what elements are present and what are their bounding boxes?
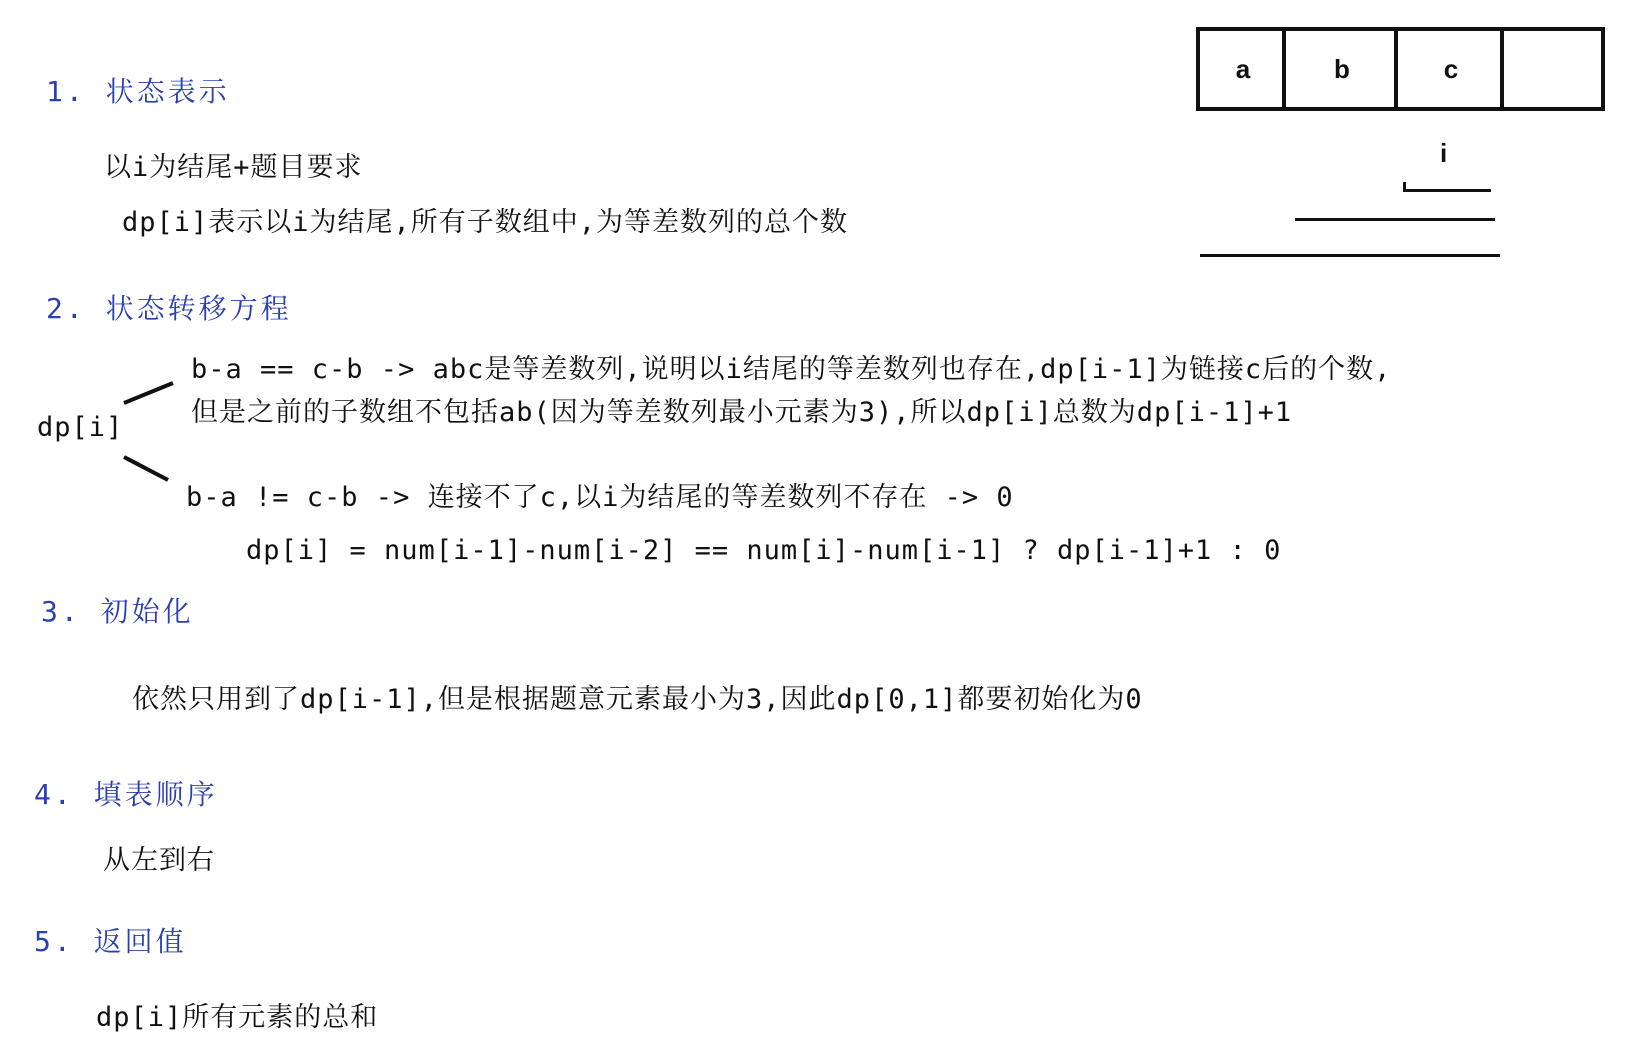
return-desc: dp[i]所有元素的总和: [96, 1002, 379, 1033]
section-title-transition: 2. 状态转移方程: [46, 292, 292, 325]
state-desc-line2: dp[i]表示以i为结尾,所有子数组中,为等差数列的总个数: [122, 207, 849, 238]
branch-line-upper: [124, 383, 173, 403]
array-cell-c: c: [1443, 53, 1459, 84]
fill-order-desc: 从左到右: [103, 845, 215, 876]
section-title-return: 5. 返回值: [34, 925, 187, 958]
case-equal-line1: b-a == c-b -> abc是等差数列,说明以i结尾的等差数列也存在,dp[i-1]为链接c后的个数,: [191, 354, 1392, 385]
array-diagram: [1196, 27, 1605, 111]
array-cell-a: a: [1235, 53, 1251, 84]
subarray-line-long: [1200, 254, 1500, 257]
array-cell-b: b: [1334, 53, 1350, 84]
section-title-fill-order: 4. 填表顺序: [34, 778, 218, 811]
branch-lines: [0, 0, 200, 500]
array-cell-empty: [1504, 31, 1601, 107]
case-equal-line2: 但是之前的子数组不包括ab(因为等差数列最小元素为3),所以dp[i]总数为dp[i-1]+1: [191, 397, 1293, 428]
case-not-equal: b-a != c-b -> 连接不了c,以i为结尾的等差数列不存在 -> 0: [186, 482, 1014, 513]
section-title-state: 1. 状态表示: [46, 75, 230, 108]
subarray-line-medium: [1295, 218, 1495, 221]
dp-label: dp[i]: [37, 412, 124, 443]
index-label: i: [1440, 138, 1448, 168]
subarray-line-tick: [1403, 182, 1406, 191]
section-title-init: 3. 初始化: [41, 595, 194, 628]
branch-line-lower: [124, 457, 168, 480]
transition-formula: dp[i] = num[i-1]-num[i-2] == num[i]-num[i-1] ? dp[i-1]+1 : 0: [246, 535, 1282, 566]
init-desc: 依然只用到了dp[i-1],但是根据题意元素最小为3,因此dp[0,1]都要初始化为0: [132, 684, 1143, 715]
subarray-line-short: [1403, 189, 1491, 192]
state-desc-line1: 以i为结尾+题目要求: [104, 152, 363, 183]
